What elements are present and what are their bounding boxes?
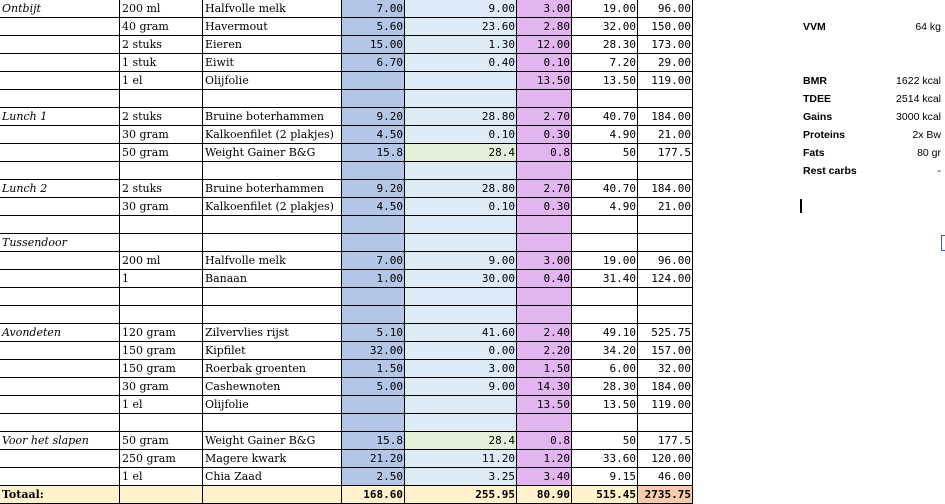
cell-meal[interactable] (0, 468, 120, 486)
cell-meal[interactable]: Avondeten (2, 326, 61, 339)
cell-meal[interactable] (0, 54, 120, 72)
cell-c5[interactable]: 119.00 (651, 398, 691, 411)
cell-meal[interactable] (0, 162, 120, 180)
grid-line (0, 467, 693, 468)
cell-c4[interactable]: 40.70 (602, 182, 636, 195)
grid-line (0, 233, 693, 234)
cell-c4[interactable]: 34.20 (602, 344, 636, 357)
cell-food[interactable]: Bruine boterhammen (205, 110, 324, 123)
cell-amount[interactable] (120, 234, 203, 252)
cell-c3[interactable]: 2.20 (517, 342, 572, 360)
cell-meal[interactable] (0, 144, 120, 162)
cell-meal[interactable] (0, 252, 120, 270)
total-c2[interactable]: 255.95 (405, 486, 517, 504)
cell-food[interactable] (203, 414, 342, 432)
cell-c3[interactable]: 0.8 (517, 432, 572, 450)
cell-c2[interactable]: 0.10 (405, 126, 517, 144)
cell-c1[interactable] (342, 162, 405, 180)
cell-meal[interactable] (0, 126, 120, 144)
cell-amount[interactable]: 30 gram (122, 380, 169, 393)
cell-c5[interactable]: 184.00 (651, 380, 691, 393)
grid-line (0, 341, 693, 342)
cell-food[interactable]: Cashewnoten (205, 380, 281, 393)
cell-c3[interactable]: 1.20 (517, 450, 572, 468)
cell-c3[interactable] (517, 90, 572, 108)
grid-line (0, 449, 693, 450)
cell-c5[interactable]: 184.00 (651, 110, 691, 123)
cell-c5[interactable]: 173.00 (651, 38, 691, 51)
cell-c4[interactable]: 13.50 (602, 74, 636, 87)
cell-c5[interactable] (638, 90, 693, 108)
cell-c4[interactable] (572, 216, 638, 234)
grid-line (0, 323, 693, 324)
cell-food[interactable]: Olijfolie (205, 398, 249, 411)
cell-c3[interactable]: 14.30 (517, 378, 572, 396)
cell-amount[interactable]: 30 gram (122, 128, 169, 141)
cell-c1[interactable] (342, 90, 405, 108)
cell-c2[interactable]: 41.60 (405, 324, 517, 342)
total-c4[interactable]: 515.45 (572, 486, 638, 504)
cell-c2[interactable] (405, 414, 517, 432)
cell-c1[interactable]: 5.60 (342, 18, 405, 36)
cell-c5[interactable] (638, 234, 693, 252)
cell-c4[interactable]: 13.50 (602, 398, 636, 411)
cell-food[interactable] (203, 288, 342, 306)
cell-c4[interactable]: 6.00 (609, 362, 636, 375)
cell-meal[interactable] (0, 450, 120, 468)
grid-line (0, 413, 693, 414)
cell-c4[interactable]: 28.30 (602, 380, 636, 393)
cell-food[interactable]: Eieren (205, 38, 242, 51)
stat-value: - (937, 165, 941, 177)
cell-c2[interactable]: 0.40 (405, 54, 517, 72)
cell-c3[interactable] (517, 414, 572, 432)
cell-c1[interactable]: 21.20 (342, 450, 405, 468)
grid-line (0, 485, 693, 486)
cell-c1[interactable] (342, 216, 405, 234)
cell-c1[interactable]: 4.50 (342, 198, 405, 216)
cell-c5[interactable]: 119.00 (651, 74, 691, 87)
cell-c3[interactable]: 12.00 (517, 36, 572, 54)
cell-food[interactable] (203, 162, 342, 180)
cell-c1[interactable]: 9.20 (342, 108, 405, 126)
cell-meal[interactable]: Lunch 1 (2, 110, 48, 123)
cell-c3[interactable]: 13.50 (517, 396, 572, 414)
cell-amount[interactable]: 1 el (122, 398, 143, 411)
grid-line (0, 215, 693, 216)
cell-c5[interactable]: 96.00 (657, 254, 691, 267)
cell-c3[interactable]: 3.00 (517, 252, 572, 270)
cell-c3[interactable] (517, 306, 572, 324)
cell-c4[interactable]: 4.90 (609, 128, 636, 141)
cell-c4[interactable]: 33.60 (602, 452, 636, 465)
cell-food[interactable]: Zilvervlies rijst (205, 326, 289, 339)
cell-c3[interactable]: 0.8 (517, 144, 572, 162)
cell-amount[interactable] (120, 414, 203, 432)
grid-line (0, 359, 693, 360)
cell-c1[interactable]: 32.00 (342, 342, 405, 360)
cell-meal[interactable] (0, 36, 120, 54)
cell-c2[interactable]: 0.10 (405, 198, 517, 216)
cell-c2[interactable]: 28.4 (405, 144, 517, 162)
cell-food[interactable]: Havermout (205, 20, 268, 33)
cell-c2[interactable]: 28.80 (405, 180, 517, 198)
total-c3[interactable]: 80.90 (517, 486, 572, 504)
cell-c1[interactable]: 15.8 (342, 144, 405, 162)
stat-value: 64 kg (915, 21, 941, 33)
cell-amount[interactable] (120, 216, 203, 234)
total-c5[interactable]: 2735.75 (638, 486, 693, 504)
cell-c2[interactable] (405, 288, 517, 306)
cell-c2[interactable] (405, 396, 517, 414)
cell-c3[interactable]: 2.40 (517, 324, 572, 342)
cell-c1[interactable] (342, 288, 405, 306)
grid-line (0, 179, 693, 180)
cell-meal[interactable]: Voor het slapen (2, 434, 89, 447)
cell-amount[interactable]: 2 stuks (122, 110, 162, 123)
stat-label: TDEE (803, 93, 832, 105)
cell-c1[interactable] (342, 396, 405, 414)
cell-c4[interactable] (572, 90, 638, 108)
cell-c3[interactable]: 2.70 (517, 108, 572, 126)
stat-label: Gains (803, 111, 833, 123)
cell-c4[interactable] (572, 414, 638, 432)
cell-c4[interactable] (572, 162, 638, 180)
cell-meal[interactable] (0, 90, 120, 108)
grid-line (0, 197, 693, 198)
cell-amount[interactable]: 50 gram (122, 146, 169, 159)
cell-c2[interactable] (405, 90, 517, 108)
stat-label: Proteins (803, 129, 846, 141)
grid-line (0, 53, 693, 54)
cell-c4[interactable]: 19.00 (602, 2, 636, 15)
cell-c5[interactable]: 124.00 (651, 272, 691, 285)
cell-amount[interactable]: 120 gram (122, 326, 176, 339)
cell-c5[interactable]: 177.5 (657, 146, 691, 159)
cell-c5[interactable]: 177.5 (657, 434, 691, 447)
cell-c2[interactable] (405, 216, 517, 234)
cell-c5[interactable]: 46.00 (657, 470, 691, 483)
stat-label: VVM (803, 21, 826, 33)
cell-amount[interactable]: 200 ml (122, 254, 161, 267)
cell-amount[interactable]: 1 stuk (122, 56, 157, 69)
cell-amount[interactable]: 2 stuks (122, 38, 162, 51)
cell-c2[interactable]: 9.00 (405, 252, 517, 270)
cell-c4[interactable] (572, 234, 638, 252)
grid-line (0, 305, 693, 306)
cell-amount[interactable]: 1 (122, 272, 129, 285)
cell-meal[interactable] (0, 342, 120, 360)
cell-c1[interactable] (342, 234, 405, 252)
cell-c3[interactable]: 2.80 (517, 18, 572, 36)
cell-c2[interactable] (405, 306, 517, 324)
cell-c2[interactable]: 11.20 (405, 450, 517, 468)
cell-food[interactable]: Roerbak groenten (205, 362, 306, 375)
cell-amount[interactable]: 30 gram (122, 200, 169, 213)
cell-c3[interactable]: 0.10 (517, 54, 572, 72)
grid-line (0, 17, 693, 18)
stat-value: 2x Bw (912, 129, 941, 141)
cell-food[interactable] (203, 306, 342, 324)
cell-food[interactable]: Bruine boterhammen (205, 182, 324, 195)
stat-label: Rest carbs (803, 165, 857, 177)
cell-amount[interactable]: 1 el (122, 74, 143, 87)
cell-c5[interactable] (638, 216, 693, 234)
cell-c3[interactable]: 0.40 (517, 270, 572, 288)
cell-food[interactable]: Weight Gainer B&G (205, 434, 316, 447)
cell-c5[interactable] (638, 306, 693, 324)
cell-meal[interactable] (0, 288, 120, 306)
cell-c5[interactable]: 157.00 (651, 344, 691, 357)
grid-line (0, 71, 693, 72)
cell-c3[interactable]: 1.50 (517, 360, 572, 378)
cell-c5[interactable]: 96.00 (657, 2, 691, 15)
cell-c5[interactable]: 21.00 (657, 128, 691, 141)
cell-meal[interactable] (0, 72, 120, 90)
cell-c4[interactable] (572, 306, 638, 324)
cell-food[interactable]: Halfvolle melk (205, 254, 286, 267)
total-amount[interactable] (120, 486, 203, 504)
cell-c2[interactable]: 3.00 (405, 360, 517, 378)
cell-amount[interactable]: 40 gram (122, 20, 169, 33)
cell-c4[interactable]: 40.70 (602, 110, 636, 123)
cell-c1[interactable]: 5.10 (342, 324, 405, 342)
cell-c5[interactable]: 32.00 (657, 362, 691, 375)
grid-line (0, 377, 693, 378)
cell-c4[interactable]: 28.30 (602, 38, 636, 51)
cell-food[interactable] (203, 90, 342, 108)
cell-amount[interactable]: 1 el (122, 470, 143, 483)
cell-meal[interactable] (0, 414, 120, 432)
cell-c2[interactable] (405, 72, 517, 90)
grid-line (0, 251, 693, 252)
selected-cell-edge[interactable] (941, 235, 945, 251)
cell-c2[interactable]: 9.00 (405, 378, 517, 396)
cell-meal[interactable] (0, 18, 120, 36)
cell-food[interactable] (203, 234, 342, 252)
cell-amount[interactable] (120, 288, 203, 306)
cell-c1[interactable] (342, 306, 405, 324)
cell-meal[interactable] (0, 216, 120, 234)
cell-c1[interactable]: 1.50 (342, 360, 405, 378)
cell-amount[interactable]: 2 stuks (122, 182, 162, 195)
cell-c2[interactable]: 28.4 (405, 432, 517, 450)
cell-amount[interactable]: 150 gram (122, 362, 176, 375)
cell-c1[interactable]: 15.8 (342, 432, 405, 450)
cell-food[interactable]: Banaan (205, 272, 247, 285)
cell-food[interactable]: Eiwit (205, 56, 234, 69)
cell-c1[interactable]: 7.00 (342, 252, 405, 270)
grid-line (0, 125, 693, 126)
cell-amount[interactable] (120, 162, 203, 180)
cell-c1[interactable]: 7.00 (342, 0, 405, 18)
cell-c4[interactable] (572, 288, 638, 306)
cell-c5[interactable]: 184.00 (651, 182, 691, 195)
grid-line (0, 269, 693, 270)
cell-c1[interactable]: 9.20 (342, 180, 405, 198)
cell-c3[interactable] (517, 216, 572, 234)
cell-c2[interactable] (405, 234, 517, 252)
cell-c4[interactable]: 31.40 (602, 272, 636, 285)
stat-value: 80 gr (917, 147, 941, 159)
cell-food[interactable]: Magere kwark (205, 452, 287, 465)
cell-meal[interactable] (0, 378, 120, 396)
grid-line (0, 143, 693, 144)
cell-c2[interactable]: 3.25 (405, 468, 517, 486)
cell-amount[interactable]: 200 ml (122, 2, 161, 15)
cell-c5[interactable]: 120.00 (651, 452, 691, 465)
cell-meal[interactable] (0, 360, 120, 378)
cell-c5[interactable]: 525.75 (651, 326, 691, 339)
cell-c3[interactable]: 0.30 (517, 198, 572, 216)
cell-amount[interactable]: 50 gram (122, 434, 169, 447)
cell-food[interactable]: Kalkoenfilet (2 plakjes) (205, 200, 334, 213)
cell-c2[interactable]: 28.80 (405, 108, 517, 126)
grid-line (0, 431, 693, 432)
cell-food[interactable]: Halfvolle melk (205, 2, 286, 15)
cell-c4[interactable]: 4.90 (609, 200, 636, 213)
cell-c3[interactable] (517, 234, 572, 252)
total-food[interactable] (203, 486, 342, 504)
cell-amount[interactable] (120, 90, 203, 108)
cell-c1[interactable]: 1.00 (342, 270, 405, 288)
cell-c4[interactable]: 50 (622, 146, 636, 159)
grid-line (0, 107, 693, 108)
cell-c3[interactable] (517, 288, 572, 306)
cell-meal[interactable] (0, 396, 120, 414)
cell-c4[interactable]: 19.00 (602, 254, 636, 267)
stat-value: 1622 kcal (896, 75, 941, 87)
cell-c5[interactable] (638, 288, 693, 306)
cell-c1[interactable]: 5.00 (342, 378, 405, 396)
stat-label: BMR (803, 75, 827, 87)
stat-value: 2514 kcal (896, 93, 941, 105)
cell-food[interactable]: Olijfolie (205, 74, 249, 87)
cell-c4[interactable]: 32.00 (602, 20, 636, 33)
cell-c5[interactable]: 29.00 (657, 56, 691, 69)
cell-c3[interactable]: 3.40 (517, 468, 572, 486)
cell-c2[interactable]: 0.00 (405, 342, 517, 360)
cell-food[interactable]: Kalkoenfilet (2 plakjes) (205, 128, 334, 141)
cell-c2[interactable]: 30.00 (405, 270, 517, 288)
grid-line (0, 35, 693, 36)
cell-amount[interactable]: 250 gram (122, 452, 176, 465)
cell-c4[interactable]: 9.15 (609, 470, 636, 483)
cell-food[interactable]: Chia Zaad (205, 470, 262, 483)
cell-food[interactable]: Kipfilet (205, 344, 246, 357)
cell-c5[interactable]: 150.00 (651, 20, 691, 33)
cell-c2[interactable]: 9.00 (405, 0, 517, 18)
grid-line (0, 395, 693, 396)
cell-c5[interactable] (638, 162, 693, 180)
total-c1[interactable]: 168.60 (342, 486, 405, 504)
text-cursor (800, 199, 802, 213)
cell-c3[interactable]: 3.00 (517, 0, 572, 18)
cell-meal[interactable]: Tussendoor (2, 236, 67, 249)
cell-food[interactable]: Weight Gainer B&G (205, 146, 316, 159)
cell-c2[interactable]: 1.30 (405, 36, 517, 54)
stat-value: 3000 kcal (896, 111, 941, 123)
cell-food[interactable] (203, 216, 342, 234)
cell-c2[interactable]: 23.60 (405, 18, 517, 36)
cell-c3[interactable]: 2.70 (517, 180, 572, 198)
cell-c1[interactable] (342, 72, 405, 90)
cell-c4[interactable]: 50 (622, 434, 636, 447)
cell-meal[interactable]: Ontbijt (2, 2, 41, 15)
total-label[interactable]: Totaal: (0, 486, 120, 504)
grid-line (0, 89, 693, 90)
cell-c4[interactable]: 49.10 (602, 326, 636, 339)
cell-c1[interactable]: 6.70 (342, 54, 405, 72)
cell-c1[interactable]: 2.50 (342, 468, 405, 486)
grid-line (0, 287, 693, 288)
cell-c1[interactable] (342, 414, 405, 432)
cell-meal[interactable] (0, 198, 120, 216)
cell-c2[interactable] (405, 162, 517, 180)
stat-label: Fats (803, 147, 825, 159)
cell-c3[interactable]: 13.50 (517, 72, 572, 90)
cell-c3[interactable] (517, 162, 572, 180)
cell-meal[interactable] (0, 306, 120, 324)
cell-c5[interactable] (638, 414, 693, 432)
cell-amount[interactable] (120, 306, 203, 324)
cell-c1[interactable]: 15.00 (342, 36, 405, 54)
cell-meal[interactable]: Lunch 2 (2, 182, 48, 195)
cell-c1[interactable]: 4.50 (342, 126, 405, 144)
cell-c3[interactable]: 0.30 (517, 126, 572, 144)
cell-c5[interactable]: 21.00 (657, 200, 691, 213)
cell-meal[interactable] (0, 270, 120, 288)
cell-c4[interactable]: 7.20 (609, 56, 636, 69)
cell-amount[interactable]: 150 gram (122, 344, 176, 357)
grid-line (0, 161, 693, 162)
